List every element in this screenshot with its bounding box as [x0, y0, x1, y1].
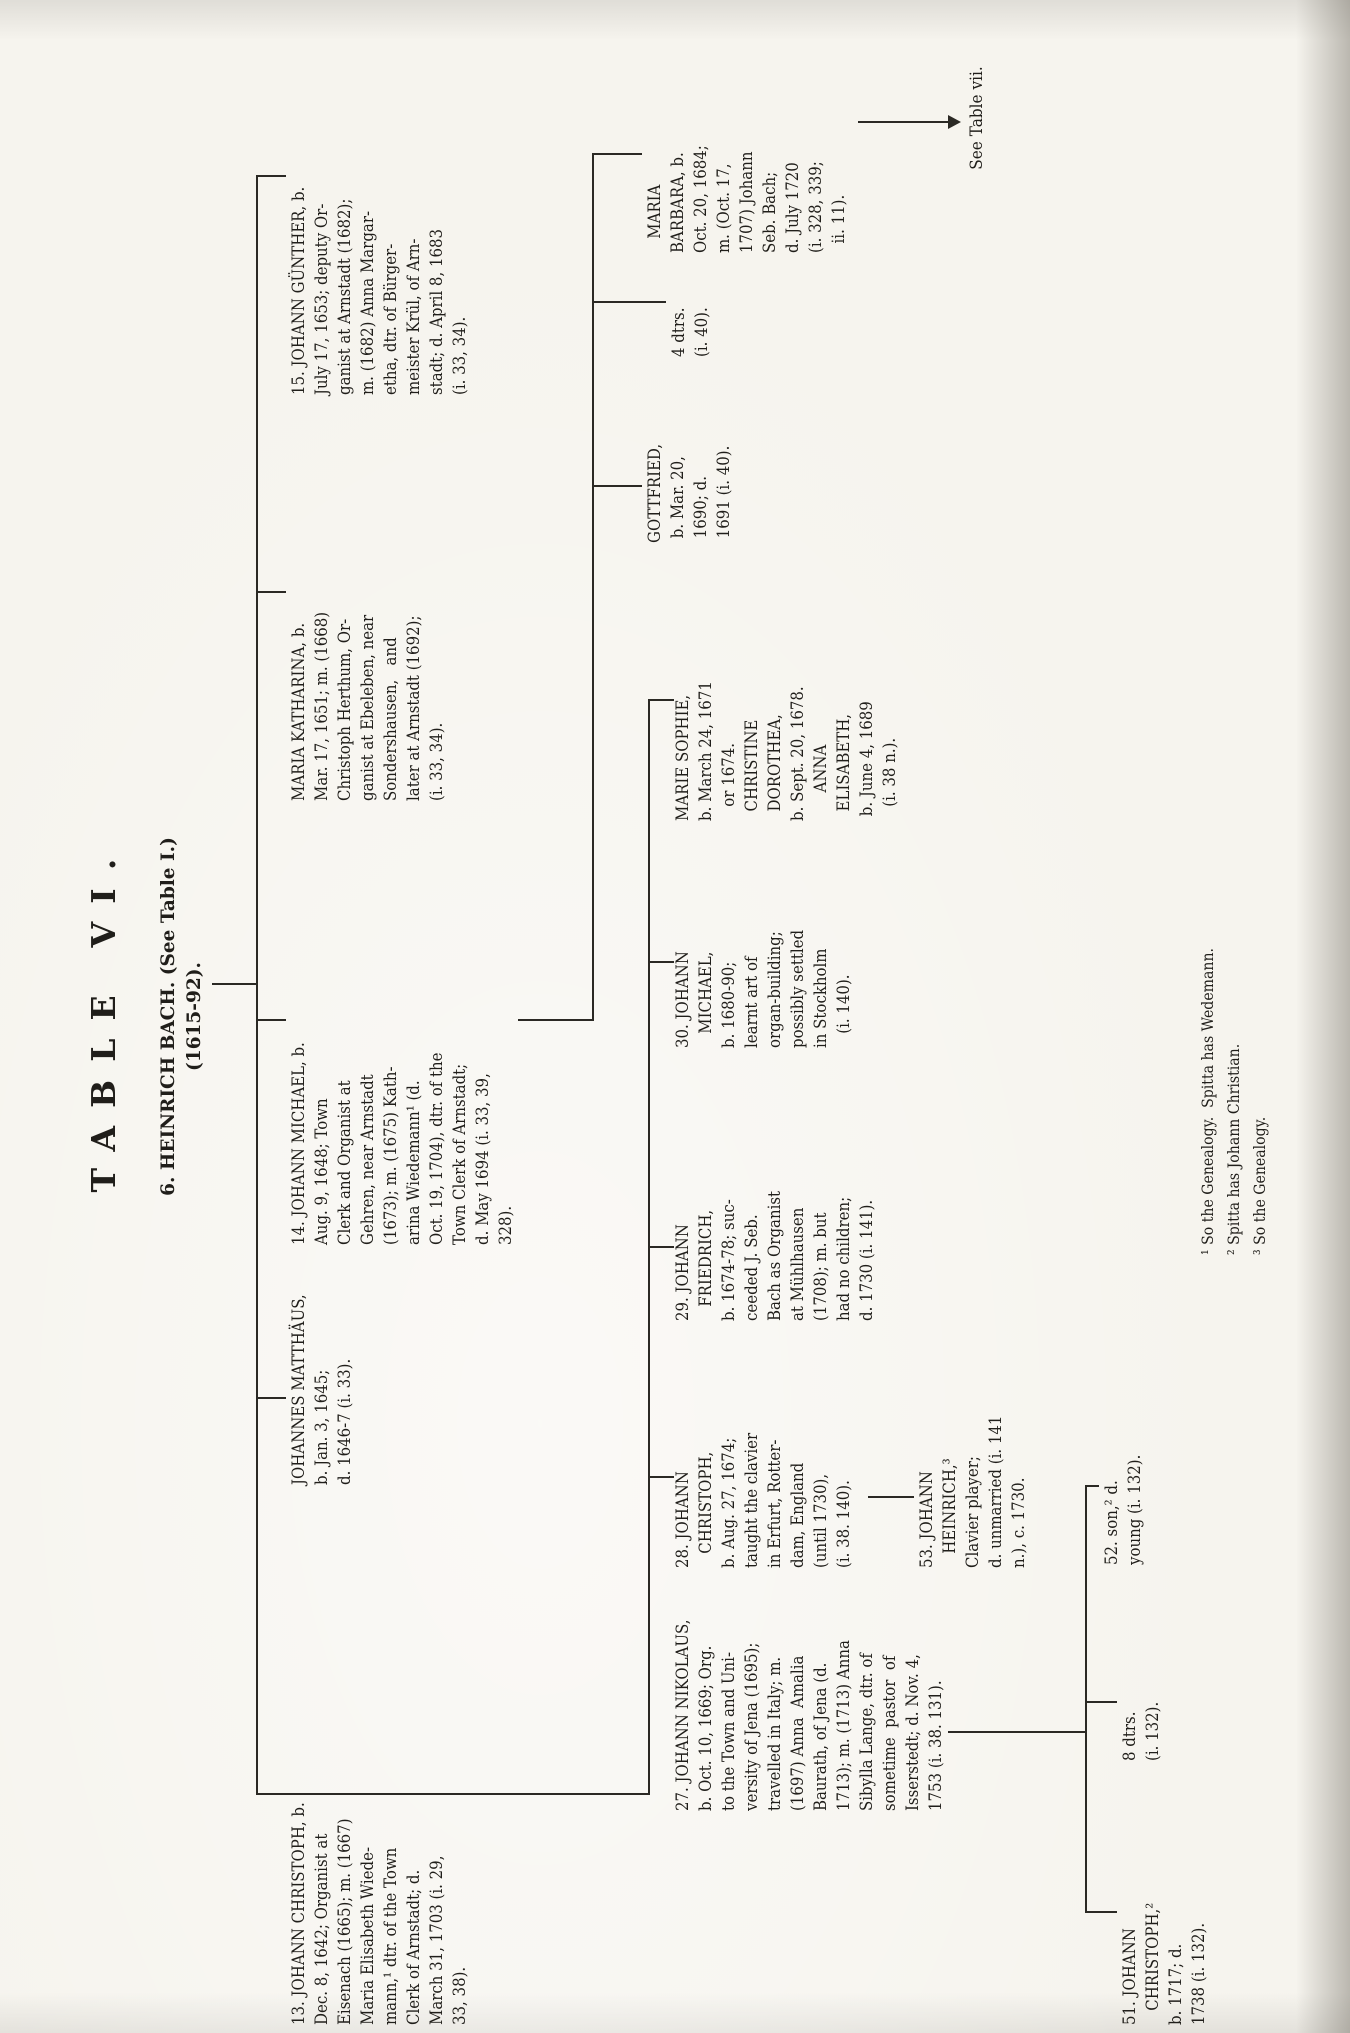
tree-connector-line: [256, 1793, 650, 1795]
entry-text-line: b. Sept. 20, 1678.: [788, 686, 808, 821]
tree-connector-line: [1085, 1911, 1117, 1913]
entry-text-line: DOROTHEA,: [765, 714, 785, 821]
entry-maria-katharina: [288, 586, 449, 801]
tree-connector-line: [592, 153, 594, 1021]
tree-connector-line: [592, 153, 642, 155]
tree-connector-line: [256, 175, 286, 177]
entry-text-line: 30. JOHANN: [673, 951, 693, 1048]
entry-text-line: arina Wiedemann¹ (d.: [404, 1080, 424, 1245]
entry-text-line: at Mühlhausen: [788, 1207, 808, 1321]
tree-connector-line: [1085, 1485, 1099, 1487]
entry-text-line: Town Clerk of Arnstadt;: [450, 1063, 470, 1245]
entry-text-line: travelled in Italy; m.: [765, 1656, 785, 1811]
entry-text-line: (1708); m. but: [811, 1212, 831, 1321]
entry-text-line: Aug. 9, 1648; Town: [312, 1098, 332, 1245]
entry-text-line: d. July 1720: [783, 162, 803, 253]
entry-text-line: (until 1730),: [811, 1473, 831, 1568]
entry-text-line: ganist at Ebeleben, near: [358, 614, 378, 801]
entry-text-line: ² Spitta has Johann Christian.: [1224, 1043, 1243, 1255]
entry-text-line: Christoph Herthum, Or-: [335, 618, 355, 801]
entry-text-line: taught the clavier: [742, 1432, 762, 1568]
root-name-line: 6. HEINRICH BACH. (See Table I.): [158, 837, 179, 1196]
entry-maria-barbara: [644, 130, 851, 253]
entry-text-line: Eisenach (1665); m. (1667): [335, 1818, 355, 2025]
entry-text-line: in Stockholm: [811, 948, 831, 1048]
entry-text-line: ³ So the Genealogy.: [1250, 1116, 1269, 1255]
entry-text-line: Baurath, of Jena (d.: [811, 1662, 831, 1811]
tree-connector-line: [592, 301, 666, 303]
entry-text-line: d. May 1694 (i. 33, 39,: [473, 1073, 493, 1245]
entry-text-line: MARIE SOPHIE,: [673, 694, 693, 821]
entry-4-daughters: [668, 300, 714, 357]
tree-connector-line: [648, 699, 674, 701]
entry-text-line: Maria Elisabeth Wiede-: [358, 1846, 378, 2025]
entry-text-line: 13. JOHANN CHRISTOPH, b.: [289, 1802, 309, 2025]
entry-text-line: 14. JOHANN MICHAEL, b.: [289, 1042, 309, 1245]
entry-text-line: MICHAEL,: [696, 951, 716, 1048]
entry-text-line: b. 1717; d.: [1166, 1943, 1186, 2025]
entry-text-line: learnt art of: [742, 956, 762, 1048]
entry-text-line: organ-building;: [765, 931, 785, 1048]
entry-text-line: (i. 140).: [834, 974, 854, 1048]
entry-15-johann-gunther: [288, 158, 472, 395]
tree-connector-line: [592, 485, 642, 487]
tree-connector-line: [648, 1246, 674, 1248]
entry-text-line: Sondershausen, and: [381, 637, 401, 801]
entry-text-line: b. June 4, 1689: [857, 701, 877, 821]
entry-text-line: 52. son,² d.: [1102, 1480, 1122, 1565]
entry-text-line: d. 1730 (i. 141).: [857, 1199, 877, 1321]
tree-connector-line: [648, 1476, 674, 1478]
entry-text-line: (i. 40).: [692, 307, 712, 357]
entry-text-line: versity of Jena (1695);: [742, 1642, 762, 1811]
entry-text-line: Seb. Bach;: [760, 171, 780, 253]
entry-text-line: 27. JOHANN NIKOLAUS,: [673, 1619, 693, 1811]
root-dates-line: (1615-92).: [184, 962, 205, 1071]
entry-text-line: (i. 328, 339;: [806, 161, 826, 253]
entry-27-johann-nikolaus: [672, 1593, 948, 1811]
entry-text-line: ¹ So the Genealogy. Spitta has Wedemann.: [1198, 947, 1217, 1255]
tree-connector-line: [648, 961, 674, 963]
entry-text-line: 1707) Johann: [737, 151, 757, 253]
cross-reference-label: See Table vii.: [967, 66, 987, 170]
entry-51-johann-christoph: [1119, 1886, 1211, 2025]
entry-text-line: (i. 38 n.).: [880, 737, 900, 821]
entry-text-line: Mar. 17, 1651; m. (1668): [312, 611, 332, 801]
entry-text-line: etha, dtr. of Bürger-: [381, 243, 401, 395]
entry-text-line: 1713); m. (1713) Anna: [834, 1640, 854, 1811]
entry-gottfried: [644, 430, 736, 543]
entry-text-line: MARIA KATHARINA, b.: [289, 622, 309, 801]
entry-text-line: Oct. 20, 1684;: [691, 145, 711, 253]
entry-text-line: July 17, 1653; deputy Or-: [312, 203, 332, 395]
entry-text-line: 1753 (i. 38. 131).: [926, 1680, 946, 1811]
entry-text-line: 8 dtrs.: [1120, 1711, 1140, 1761]
entry-text-line: (i. 132).: [1143, 1701, 1163, 1761]
entry-text-line: 1691 (i. 40).: [714, 445, 734, 543]
entry-text-line: stadt; d. April 8, 1683: [427, 228, 447, 395]
entry-johannes-matthaus: [288, 1268, 357, 1485]
entry-text-line: GOTTFRIED,: [645, 443, 665, 543]
tree-connector-line: [1085, 1701, 1117, 1703]
entry-text-line: Bach as Organist: [765, 1190, 785, 1321]
entry-text-line: March 31, 1703 (i. 29,: [427, 1855, 447, 2025]
entry-text-line: later at Arnstadt (1692);: [404, 615, 424, 801]
entry-6-heinrich-bach-root: [156, 0, 208, 2033]
entry-text-line: 4 dtrs.: [669, 307, 689, 357]
entry-text-line: sometime pastor of: [880, 1655, 900, 1811]
entry-text-line: BARBARA, b.: [668, 152, 688, 253]
tree-connector-line: [518, 1019, 594, 1021]
tree-connector-line: [256, 1397, 286, 1399]
down-arrow-icon: [948, 115, 961, 129]
entry-14-johann-michael: [288, 1015, 518, 1245]
entry-text-line: b. Jan. 3, 1645;: [312, 1369, 332, 1485]
entry-text-line: CHRISTOPH,²: [1143, 1902, 1163, 2025]
entry-text-line: (1673); m. (1675) Kath-: [381, 1066, 401, 1245]
entry-13-johann-christoph: [288, 1772, 472, 2025]
entry-text-line: meister Krül, of Arn-: [404, 238, 424, 395]
entry-text-line: or 1674.: [719, 742, 739, 821]
tree-connector-line: [212, 983, 256, 985]
entry-text-line: b. Aug. 27, 1674;: [719, 1437, 739, 1568]
entry-text-line: FRIEDRICH,: [696, 1209, 716, 1321]
table-title: TABLE VI.: [84, 840, 123, 1193]
entry-text-line: Sibylla Lange, dtr. of: [857, 1653, 877, 1811]
entry-text-line: b. March 24, 1671: [696, 681, 716, 821]
entry-text-line: 1690; d.: [691, 476, 711, 543]
entry-text-line: 15. JOHANN GÜNTHER, b.: [289, 186, 309, 395]
entry-text-line: 29. JOHANN: [673, 1224, 693, 1321]
entry-28-johann-christoph: [672, 1414, 856, 1568]
entry-text-line: ELISABETH,: [834, 713, 854, 821]
entry-text-line: Dec. 8, 1642; Organist at: [312, 1833, 332, 2025]
tree-connector-line: [256, 175, 258, 1795]
entry-text-line: d. unmarried (i. 141: [986, 1415, 1006, 1568]
entry-text-line: Isserstedt; d. Nov. 4,: [903, 1654, 923, 1811]
tree-connector-line: [1085, 1485, 1087, 1913]
entry-text-line: ganist at Arnstadt (1682);: [335, 198, 355, 395]
entry-text-line: Clavier player;: [963, 1456, 983, 1568]
entry-text-line: (i. 38. 140).: [834, 1480, 854, 1568]
entry-text-line: Oct. 19, 1704), dtr. of the: [427, 1052, 447, 1245]
entry-text-line: b. Oct. 10, 1669; Org.: [696, 1645, 716, 1811]
tree-connector-line: [948, 1731, 1087, 1733]
entry-text-line: d. 1646-7 (i. 33).: [335, 1358, 355, 1485]
entry-text-line: CHRISTOPH,: [696, 1451, 716, 1568]
entry-text-line: Clerk and Organist at: [335, 1080, 355, 1245]
entry-text-line: mann,¹ dtr. of the Town: [381, 1847, 401, 2025]
entry-52-son: [1101, 1440, 1147, 1565]
entry-text-line: ceeded J. Seb.: [742, 1214, 762, 1321]
entry-text-line: b. 1680-90;: [719, 961, 739, 1048]
entry-text-line: MARIA: [645, 184, 665, 253]
table-footnotes: [1195, 906, 1273, 1255]
entry-text-line: m. (1682) Anna Margar-: [358, 210, 378, 395]
entry-text-line: 328).: [496, 1205, 516, 1245]
entry-53-johann-heinrich: [916, 1395, 1031, 1568]
entry-text-line: had no children;: [834, 1196, 854, 1321]
entry-30-johann-michael: [672, 914, 856, 1048]
entry-text-line: ii. 11).: [829, 194, 849, 253]
entry-text-line: (1697) Anna Amalia: [788, 1655, 808, 1811]
entry-text-line: in Erfurt, Rotter-: [765, 1439, 785, 1568]
tree-connector-line: [868, 1496, 914, 1498]
entry-text-line: HEINRICH,³: [940, 1458, 960, 1568]
entry-text-line: 33, 38).: [450, 1966, 470, 2025]
entry-text-line: young (i. 132).: [1125, 1454, 1145, 1565]
entry-29-johann-friedrich: [672, 1173, 879, 1321]
entry-text-line: m. (Oct. 17,: [714, 163, 734, 253]
tree-connector-line: [256, 591, 286, 593]
entry-text-line: Gehren, near Arnstadt: [358, 1074, 378, 1245]
entry-8-daughters: [1119, 1694, 1165, 1761]
entry-text-line: to the Town and Uni-: [719, 1651, 739, 1811]
entry-text-line: JOHANNES MATTHÄUS,: [289, 1294, 309, 1485]
entry-text-line: b. 1674-78; suc-: [719, 1199, 739, 1321]
entry-text-line: 51. JOHANN: [1120, 1928, 1140, 2025]
entry-text-line: Clerk of Arnstadt; d.: [404, 1869, 424, 2025]
entry-text-line: (i. 33, 34).: [427, 722, 447, 801]
entry-text-line: n.), c. 1730.: [1009, 1477, 1029, 1568]
entry-text-line: dam, England: [788, 1462, 808, 1568]
cross-reference-arrow: [858, 121, 950, 123]
entry-text-line: CHRISTINE: [742, 719, 762, 821]
entry-marie-sophie-sisters: [672, 662, 902, 821]
entry-text-line: 53. JOHANN: [917, 1471, 937, 1568]
entry-text-line: (i. 33, 34).: [450, 316, 470, 395]
entry-text-line: 28. JOHANN: [673, 1471, 693, 1568]
entry-text-line: 1738 (i. 132).: [1189, 1922, 1209, 2025]
entry-text-line: ANNA: [811, 744, 831, 821]
cross-reference-table-vii: [966, 13, 989, 223]
tree-connector-line: [256, 1019, 286, 1021]
entry-text-line: possibly settled: [788, 929, 808, 1048]
entry-text-line: b. Mar. 20,: [668, 456, 688, 543]
